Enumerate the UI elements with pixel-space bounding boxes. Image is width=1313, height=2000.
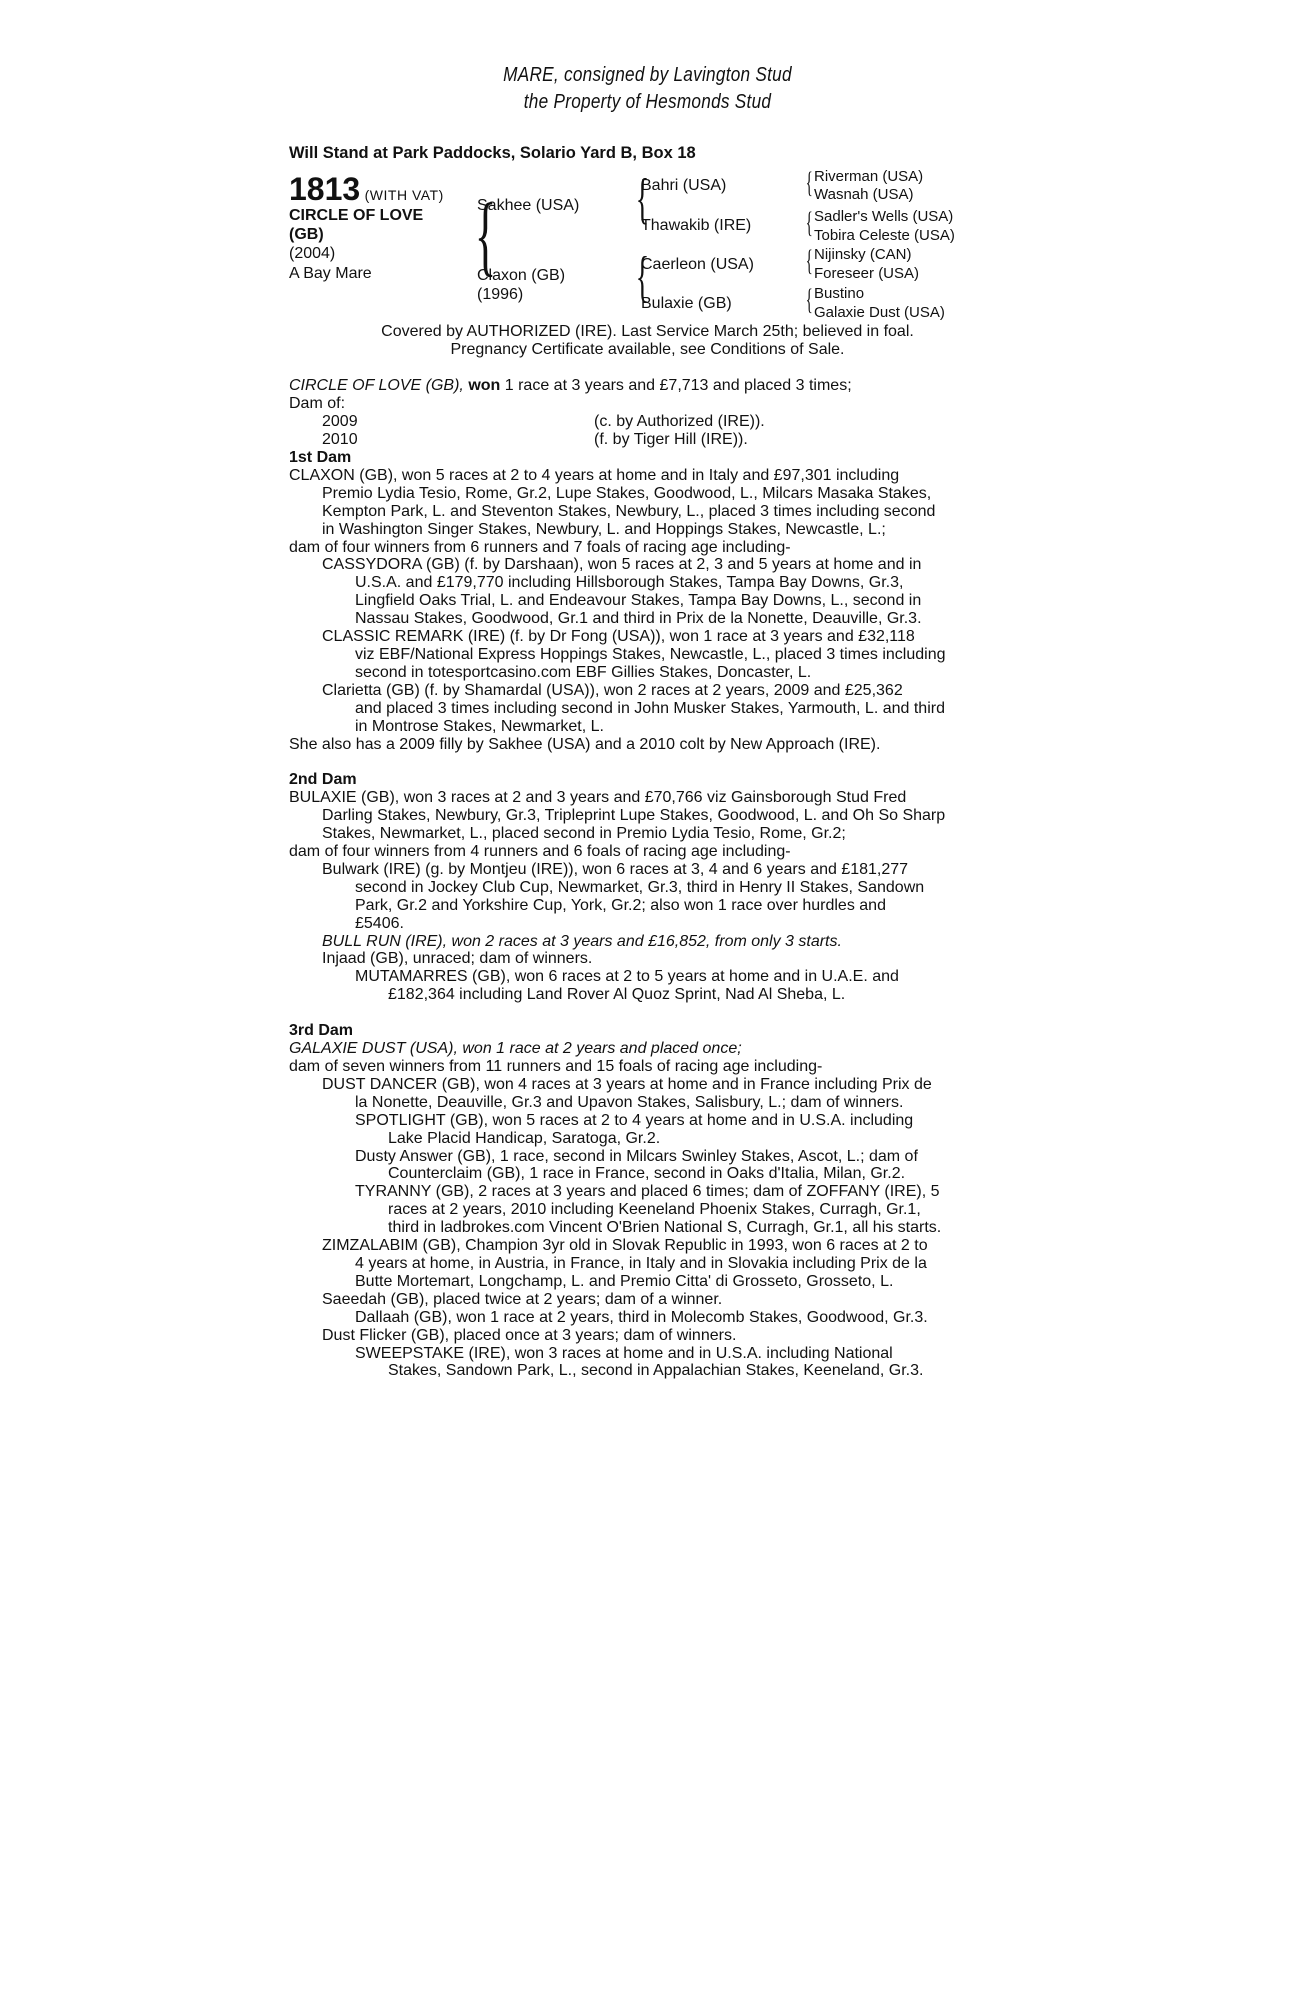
pedigree-dds: Bustino [814, 285, 865, 302]
dam-line: dam of four winners from 6 runners and 7 foals of racing age including- [289, 538, 791, 556]
pedigree-dam-dam: Bulaxie (GB) [641, 295, 732, 312]
dam-line: £5406. [355, 914, 404, 932]
produce-desc: (c. by Authorized (IRE)). [594, 413, 765, 430]
dam-line: in Washington Singer Stakes, Newbury, L. and Hoppings Stakes, Newcastle, L.; [322, 520, 886, 538]
dam-line: TYRANNY (GB), 2 races at 3 years and placed 6 times; dam of ZOFFANY (IRE), 5 [355, 1183, 940, 1201]
dam-line: She also has a 2009 filly by Sakhee (USA) and a 2010 colt by New Approach (IRE). [289, 735, 881, 753]
dam-line: Clarietta (GB) (f. by Shamardal (USA)), won 2 races at 2 years, 2009 and £25,362 [322, 681, 903, 699]
third-dam-section [289, 1022, 1006, 1380]
dam-line: Dusty Answer (GB), 1 race, second in Milcars Swinley Stakes, Ascot, L.; dam of [355, 1147, 918, 1165]
mare-summary-text: 1 race at 3 years and £7,713 and placed 3 times; [500, 377, 852, 394]
pedigree-dss: Nijinsky (CAN) [814, 246, 912, 263]
property-line: the Property of Hesmonds Stud [523, 91, 772, 113]
header [289, 62, 1006, 116]
dam-line: U.S.A. and £179,770 including Hillsborough Stakes, Tampa Bay Downs, Gr.3, [355, 574, 904, 592]
dam-line: Counterclaim (GB), 1 race in France, second in Oaks d'Italia, Milan, Gr.2. [388, 1165, 906, 1183]
section-title: 1st Dam [289, 449, 352, 466]
dam-line: Saeedah (GB), placed twice at 2 years; dam of a winner. [322, 1290, 723, 1308]
pedigree-sire-dam: Thawakib (IRE) [641, 217, 752, 234]
brace-dd: { [805, 283, 813, 316]
dam-line: second in Jockey Club Cup, Newmarket, Gr.3, third in Henry II Stakes, Sandown [355, 878, 925, 896]
dam-line: Park, Gr.2 and Yorkshire Cup, York, Gr.2; also won 1 race over hurdles and [355, 896, 886, 914]
dam-line: Lake Placid Handicap, Saratoga, Gr.2. [388, 1129, 661, 1147]
dam-of-label: Dam of: [289, 395, 346, 412]
brace-sire: { [635, 168, 650, 230]
lot-heading [289, 171, 444, 208]
dam-line: DUST DANCER (GB), won 4 races at 3 years at home and in France including Prix de [322, 1075, 932, 1093]
pregnancy-line: Pregnancy Certificate available, see Conditions of Sale. [450, 341, 845, 358]
produce-row [289, 431, 1006, 449]
dam-line: BULAXIE (GB), won 3 races at 2 and 3 years and £70,766 viz Gainsborough Stud Fred [289, 789, 907, 807]
brace-ds: { [805, 244, 813, 277]
dam-line: Butte Mortemart, Longchamp, L. and Premio Citta' di Grosseto, Grosseto, L. [355, 1272, 894, 1290]
brace-sd: { [805, 206, 813, 239]
dam-line: 4 years at home, in Austria, in France, in Italy and in Slovakia including Prix de la [355, 1254, 927, 1272]
dam-line: BULL RUN (IRE), won 2 races at 3 years and £16,852, from only 3 starts. [322, 932, 842, 950]
dam-line: CASSYDORA (GB) (f. by Darshaan), won 5 races at 2, 3 and 5 years at home and in [322, 556, 922, 574]
produce-desc: (f. by Tiger Hill (IRE)). [594, 431, 748, 448]
dam-line: Kempton Park, L. and Steventon Stakes, Newbury, L., placed 3 times including second [322, 502, 936, 520]
dam-line: third in ladbrokes.com Vincent O'Brien National S, Curragh, Gr.1, all his starts. [388, 1219, 942, 1237]
dam-line: Nassau Stakes, Goodwood, Gr.1 and third in Prix de la Nonette, Deauville, Gr.3. [355, 610, 922, 628]
dam-line: Stakes, Newmarket, L., placed second in Premio Lydia Tesio, Rome, Gr.2; [322, 825, 846, 843]
pedigree-table [289, 166, 1006, 321]
produce-row [289, 413, 1006, 431]
catalogue-page [289, 62, 1006, 1380]
dam-line: Injaad (GB), unraced; dam of winners. [322, 950, 593, 968]
dam-line: Bulwark (IRE) (g. by Montjeu (IRE)), won 6 races at 3, 4 and 6 years and £181,277 [322, 860, 909, 878]
dam-line: CLAXON (GB), won 5 races at 2 to 4 years at home and in Italy and £97,301 including [289, 466, 900, 484]
horse-description: A Bay Mare [289, 265, 372, 282]
dam-line: races at 2 years, 2010 including Keeneland Phoenix Stakes, Curragh, Gr.1, [388, 1201, 921, 1219]
dam-line: dam of seven winners from 11 runners and 15 foals of racing age including- [289, 1058, 823, 1075]
first-dam-section [289, 449, 1006, 753]
dam-line: Dallaah (GB), won 1 race at 2 years, third in Molecomb Stakes, Goodwood, Gr.3. [355, 1308, 928, 1326]
dam-line: CLASSIC REMARK (IRE) (f. by Dr Fong (USA)), won 1 race at 3 years and £32,118 [322, 628, 915, 646]
horse-name: CIRCLE OF LOVE [289, 207, 424, 224]
horse-country: (GB) [289, 226, 324, 243]
pedigree-sss: Riverman (USA) [814, 168, 924, 185]
vat-note: (WITH VAT) [364, 187, 444, 203]
produce-year: 2009 [322, 413, 358, 430]
dam-line: SWEEPSTAKE (IRE), won 3 races at home and in U.S.A. including National [355, 1344, 893, 1362]
mare-name: CIRCLE OF LOVE (GB), [289, 377, 464, 394]
pedigree-sire: Sakhee (USA) [477, 197, 580, 214]
dam-line: MUTAMARRES (GB), won 6 races at 2 to 5 years at home and in U.A.E. and [355, 968, 899, 986]
brace-dam: { [635, 246, 650, 308]
brace-ss: { [805, 166, 813, 199]
dam-line: SPOTLIGHT (GB), won 5 races at 2 to 4 years at home and in U.S.A. including [355, 1111, 914, 1129]
dam-line: Darling Stakes, Newbury, Gr.3, Tripleprint Lupe Stakes, Goodwood, L. and Oh So Sharp [322, 807, 946, 825]
brace-gen1: { [474, 186, 497, 285]
dam-line: ZIMZALABIM (GB), Champion 3yr old in Slovak Republic in 1993, won 6 races at 2 to [322, 1237, 928, 1255]
mare-summary [289, 377, 1006, 395]
pedigree-ddd: Galaxie Dust (USA) [814, 304, 945, 321]
covered-by-line: Covered by AUTHORIZED (IRE). Last Service March 25th; believed in foal. [381, 323, 914, 340]
dam-line: Dust Flicker (GB), placed once at 3 years; dam of winners. [322, 1326, 737, 1344]
section-title: 2nd Dam [289, 771, 357, 789]
dam-line: second in totesportcasino.com EBF Gillies Stakes, Doncaster, L. [355, 663, 812, 681]
produce-year: 2010 [322, 431, 358, 448]
pedigree-sire-sire: Bahri (USA) [641, 177, 727, 194]
pedigree-dam: Claxon (GB) [477, 267, 566, 284]
consignor-line: MARE, consigned by Lavington Stud [503, 64, 792, 86]
pedigree-sdd: Tobira Celeste (USA) [814, 227, 955, 244]
dam-line: viz EBF/National Express Hoppings Stakes, Newcastle, L., placed 3 times including [355, 645, 946, 663]
dam-line: GALAXIE DUST (USA), won 1 race at 2 years and placed once; [289, 1040, 742, 1058]
horse-year: (2004) [289, 245, 336, 262]
dam-line: and placed 3 times including second in John Musker Stakes, Yarmouth, L. and third [355, 699, 945, 717]
dam-line: dam of four winners from 4 runners and 6 foals of racing age including- [289, 843, 791, 861]
lot-number: 1813 [289, 171, 361, 207]
dam-line: Lingfield Oaks Trial, L. and Endeavour Stakes, Tampa Bay Downs, L., second in [355, 592, 922, 610]
dam-line: Stakes, Sandown Park, L., second in Appalachian Stakes, Keeneland, Gr.3. [388, 1362, 924, 1380]
second-dam-section [289, 771, 1006, 1004]
mare-record [289, 377, 1006, 449]
dam-line: la Nonette, Deauville, Gr.3 and Upavon Stakes, Salisbury, L.; dam of winners. [355, 1093, 904, 1111]
pedigree-dsd: Foreseer (USA) [814, 265, 920, 282]
pedigree-sds: Sadler's Wells (USA) [814, 208, 954, 225]
mare-won: won [468, 377, 501, 394]
pedigree-dam-sire: Caerleon (USA) [641, 256, 754, 273]
pedigree-dam-year: (1996) [477, 286, 524, 303]
pedigree-ssd: Wasnah (USA) [814, 186, 914, 203]
dam-line: £182,364 including Land Rover Al Quoz Sprint, Nad Al Sheba, L. [388, 986, 846, 1004]
sale-conditions [289, 323, 1006, 359]
dam-line: in Montrose Stakes, Newmarket, L. [355, 717, 604, 735]
dam-line: Premio Lydia Tesio, Rome, Gr.2, Lupe Stakes, Goodwood, L., Milcars Masaka Stakes, [322, 484, 932, 502]
section-title: 3rd Dam [289, 1022, 354, 1040]
stand-location: Will Stand at Park Paddocks, Solario Yard B, Box 18 [289, 144, 696, 162]
